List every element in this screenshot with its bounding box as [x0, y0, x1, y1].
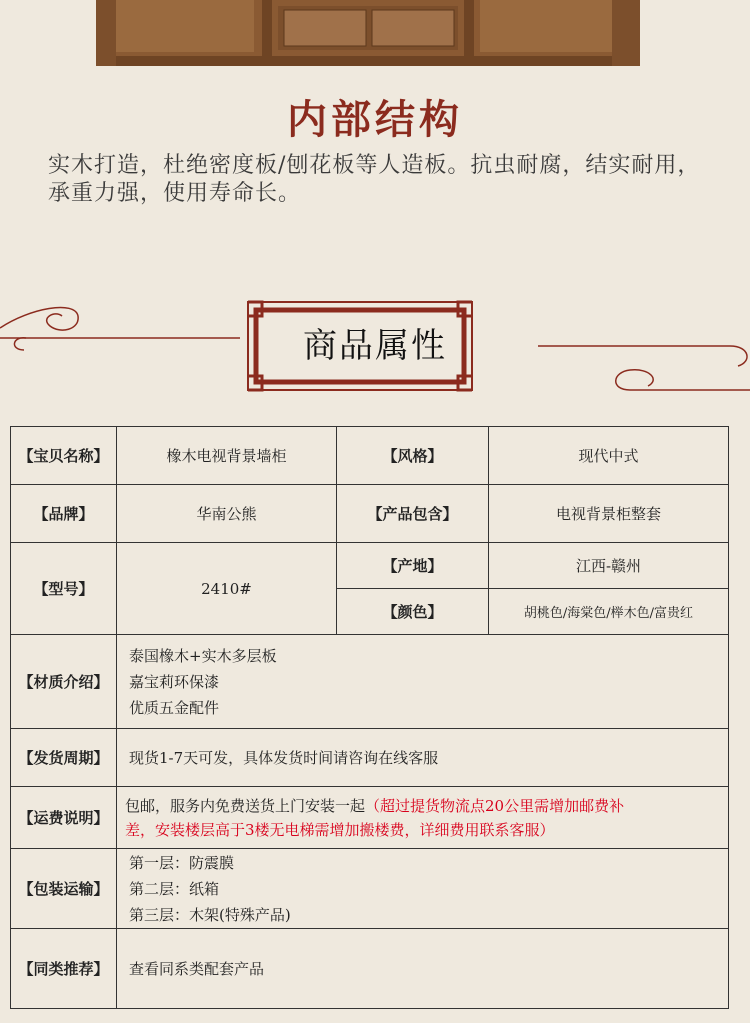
origin-value: 江西-赣州 — [489, 543, 729, 589]
table-row — [11, 729, 729, 787]
color-key: 【颜色】 — [337, 589, 489, 635]
material-line: 泰国橡木+实木多层板 — [129, 646, 277, 665]
origin-key: 【产地】 — [337, 543, 489, 589]
description-line-1: 实木打造，杜绝密度板/刨花板等人造板。抗虫耐腐，结实耐用， — [48, 153, 701, 178]
shipping-key: 【运费说明】 — [11, 787, 117, 849]
shipping-value — [117, 787, 729, 849]
product-attributes-table — [10, 426, 729, 1009]
color-value: 胡桃色/海棠色/榉木色/富贵红 — [489, 589, 729, 635]
shipping-free-text: 包邮，服务内免费送货上门安装一起 — [125, 796, 366, 815]
attributes-title: 商品属性 — [303, 326, 447, 366]
furniture-photo — [0, 0, 750, 72]
material-line: 嘉宝莉环保漆 — [129, 672, 220, 691]
similar-key: 【同类推荐】 — [11, 929, 117, 1009]
section-title: 内部结构 — [287, 96, 463, 143]
package-key: 【产品包含】 — [337, 485, 489, 543]
description-line-2: 承重力强，使用寿命长。 — [48, 181, 302, 206]
package-value: 电视背景柜整套 — [489, 485, 729, 543]
brand-key: 【品牌】 — [11, 485, 117, 543]
delivery-value: 现货1-7天可发，具体发货时间请咨询在线客服 — [117, 729, 729, 787]
packing-line: 第二层：纸箱 — [129, 879, 220, 898]
model-value: 2410# — [117, 543, 337, 635]
shipping-note-1: （超过提货物流点20公里需增加邮费补 — [365, 796, 625, 815]
packing-value — [117, 849, 729, 929]
material-value — [117, 635, 729, 729]
style-value: 现代中式 — [489, 427, 729, 485]
brand-value: 华南公熊 — [117, 485, 337, 543]
section-description — [48, 152, 728, 208]
delivery-key: 【发货周期】 — [11, 729, 117, 787]
product-name-key: 【宝贝名称】 — [11, 427, 117, 485]
table-row — [11, 543, 729, 589]
table-row — [11, 787, 729, 849]
style-key: 【风格】 — [337, 427, 489, 485]
model-key: 【型号】 — [11, 543, 117, 635]
packing-key: 【包装运输】 — [11, 849, 117, 929]
product-name-value: 橡木电视背景墙柜 — [117, 427, 337, 485]
table-row — [11, 427, 729, 485]
packing-line: 第三层：木架(特殊产品) — [129, 905, 291, 924]
similar-products-link[interactable]: 查看同系类配套产品 — [117, 929, 729, 1009]
table-row — [11, 929, 729, 1009]
material-line: 优质五金配件 — [129, 698, 220, 717]
shipping-note-2: 差，安装楼层高于3楼无电梯需增加搬楼费，详细费用联系客服） — [125, 820, 555, 839]
table-row — [11, 635, 729, 729]
material-key: 【材质介绍】 — [11, 635, 117, 729]
table-row — [11, 849, 729, 929]
table-row — [11, 485, 729, 543]
packing-line: 第一层：防震膜 — [129, 853, 235, 872]
